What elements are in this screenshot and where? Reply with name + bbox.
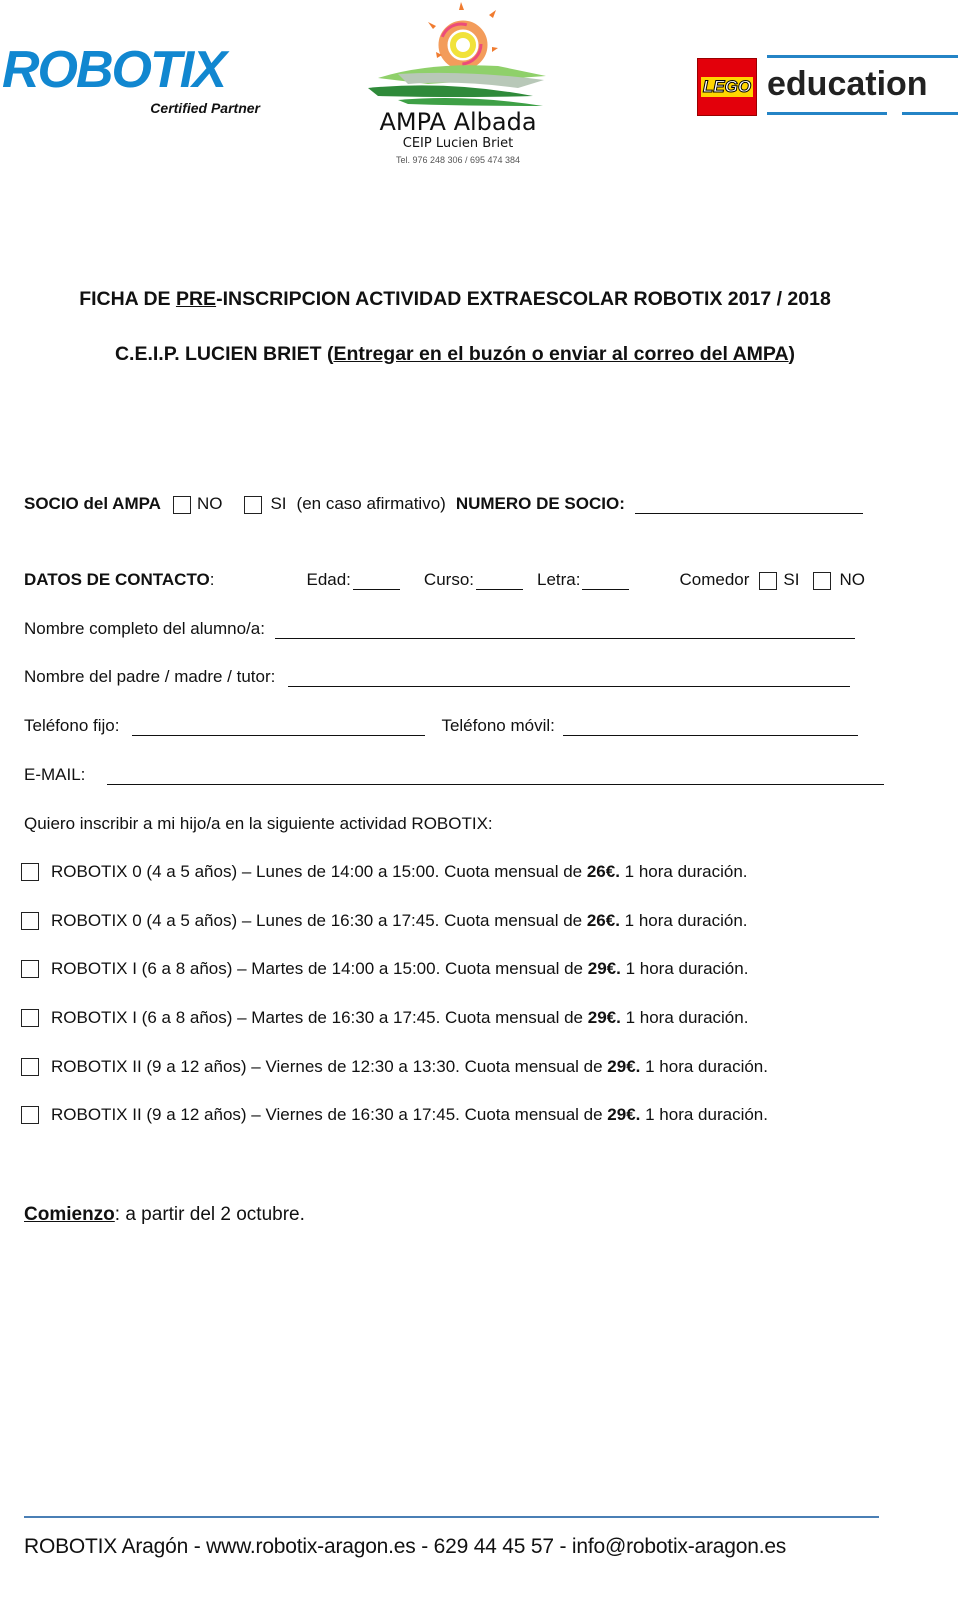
footer-divider bbox=[24, 1516, 879, 1518]
socio-no-checkbox[interactable] bbox=[173, 496, 191, 514]
activity-checkbox[interactable] bbox=[21, 960, 39, 978]
activity-option[interactable] bbox=[21, 1008, 748, 1028]
activity-option[interactable] bbox=[21, 1105, 768, 1125]
edad-field[interactable] bbox=[353, 576, 400, 590]
ampa-logo-tel: Tel. 976 248 306 / 695 474 384 bbox=[395, 155, 521, 165]
activity-label: ROBOTIX 0 (4 a 5 años) – Lunes de 14:00 a 15:00. Cuota mensual de 26€. 1 hora duración. bbox=[51, 862, 748, 881]
activity-label: ROBOTIX II (9 a 12 años) – Viernes de 16:30 a 17:45. Cuota mensual de 29€. 1 hora duración. bbox=[51, 1105, 768, 1124]
socio-si-checkbox[interactable] bbox=[244, 496, 262, 514]
robotix-logo-sub: Certified Partner bbox=[150, 100, 260, 116]
activity-checkbox[interactable] bbox=[21, 863, 39, 881]
padre-row: Nombre del padre / madre / tutor: bbox=[24, 667, 850, 687]
activity-label: ROBOTIX 0 (4 a 5 años) – Lunes de 16:30 a 17:45. Cuota mensual de 26€. 1 hora duración. bbox=[51, 911, 748, 930]
robotix-logo-text: ROBOTIX bbox=[2, 41, 225, 99]
alumno-field[interactable] bbox=[275, 625, 855, 639]
lego-education-text: education bbox=[767, 65, 928, 103]
lego-logo: LEGO bbox=[697, 58, 757, 116]
telefono-row: Teléfono fijo: Teléfono móvil: bbox=[24, 716, 858, 736]
activity-label: ROBOTIX II (9 a 12 años) – Viernes de 12:30 a 13:30. Cuota mensual de 29€. 1 hora duración. bbox=[51, 1057, 768, 1076]
email-row: E-MAIL: bbox=[24, 765, 884, 785]
comienzo-row: Comienzo : a partir del 2 octubre. bbox=[24, 1204, 305, 1225]
comedor-si-checkbox[interactable] bbox=[759, 572, 777, 590]
activity-option[interactable] bbox=[21, 959, 748, 979]
activity-option[interactable] bbox=[21, 911, 748, 931]
ampa-logo-text: AMPA Albada bbox=[379, 108, 537, 136]
telefono-movil-field[interactable] bbox=[563, 722, 858, 736]
activity-option[interactable] bbox=[21, 1057, 768, 1077]
numero-socio-field[interactable] bbox=[635, 500, 863, 514]
letra-field[interactable] bbox=[582, 576, 629, 590]
activity-checkbox[interactable] bbox=[21, 1058, 39, 1076]
quiero-text: Quiero inscribir a mi hijo/a en la siguiente actividad ROBOTIX: bbox=[24, 814, 493, 833]
ampa-logo bbox=[358, 0, 558, 175]
activity-checkbox[interactable] bbox=[21, 1009, 39, 1027]
email-field[interactable] bbox=[107, 771, 884, 785]
footer-text: ROBOTIX Aragón - www.robotix-aragon.es - 629 44 45 57 - info@robotix-aragon.es bbox=[24, 1535, 787, 1558]
socio-row: SOCIO del AMPA NO SI (en caso afirmativo) NUMERO DE SOCIO: bbox=[24, 494, 863, 514]
sun-landscape-icon bbox=[358, 0, 558, 108]
lego-education-logo bbox=[697, 52, 958, 118]
activity-checkbox[interactable] bbox=[21, 1106, 39, 1124]
alumno-row: Nombre completo del alumno/a: bbox=[24, 619, 855, 639]
form-subtitle: C.E.I.P. LUCIEN BRIET (Entregar en el buzón o enviar al correo del AMPA) bbox=[114, 343, 796, 365]
comedor-no-checkbox[interactable] bbox=[813, 572, 831, 590]
activity-option[interactable] bbox=[21, 862, 748, 882]
activity-label: ROBOTIX I (6 a 8 años) – Martes de 14:00 a 15:00. Cuota mensual de 29€. 1 hora duración. bbox=[51, 959, 749, 978]
telefono-fijo-field[interactable] bbox=[132, 722, 425, 736]
curso-field[interactable] bbox=[476, 576, 523, 590]
activity-checkbox[interactable] bbox=[21, 912, 39, 930]
ampa-logo-sub: CEIP Lucien Briet bbox=[402, 136, 514, 151]
form-title: FICHA DE PRE-INSCRIPCION ACTIVIDAD EXTRAESCOLAR ROBOTIX 2017 / 2018 bbox=[79, 288, 831, 310]
robotix-logo bbox=[2, 41, 262, 116]
activity-label: ROBOTIX I (6 a 8 años) – Martes de 16:30 a 17:45. Cuota mensual de 29€. 1 hora duración. bbox=[51, 1008, 749, 1027]
contacto-row: DATOS DE CONTACTO : Edad: Curso: Letra: Comedor SI NO bbox=[24, 570, 865, 589]
padre-field[interactable] bbox=[288, 673, 850, 687]
